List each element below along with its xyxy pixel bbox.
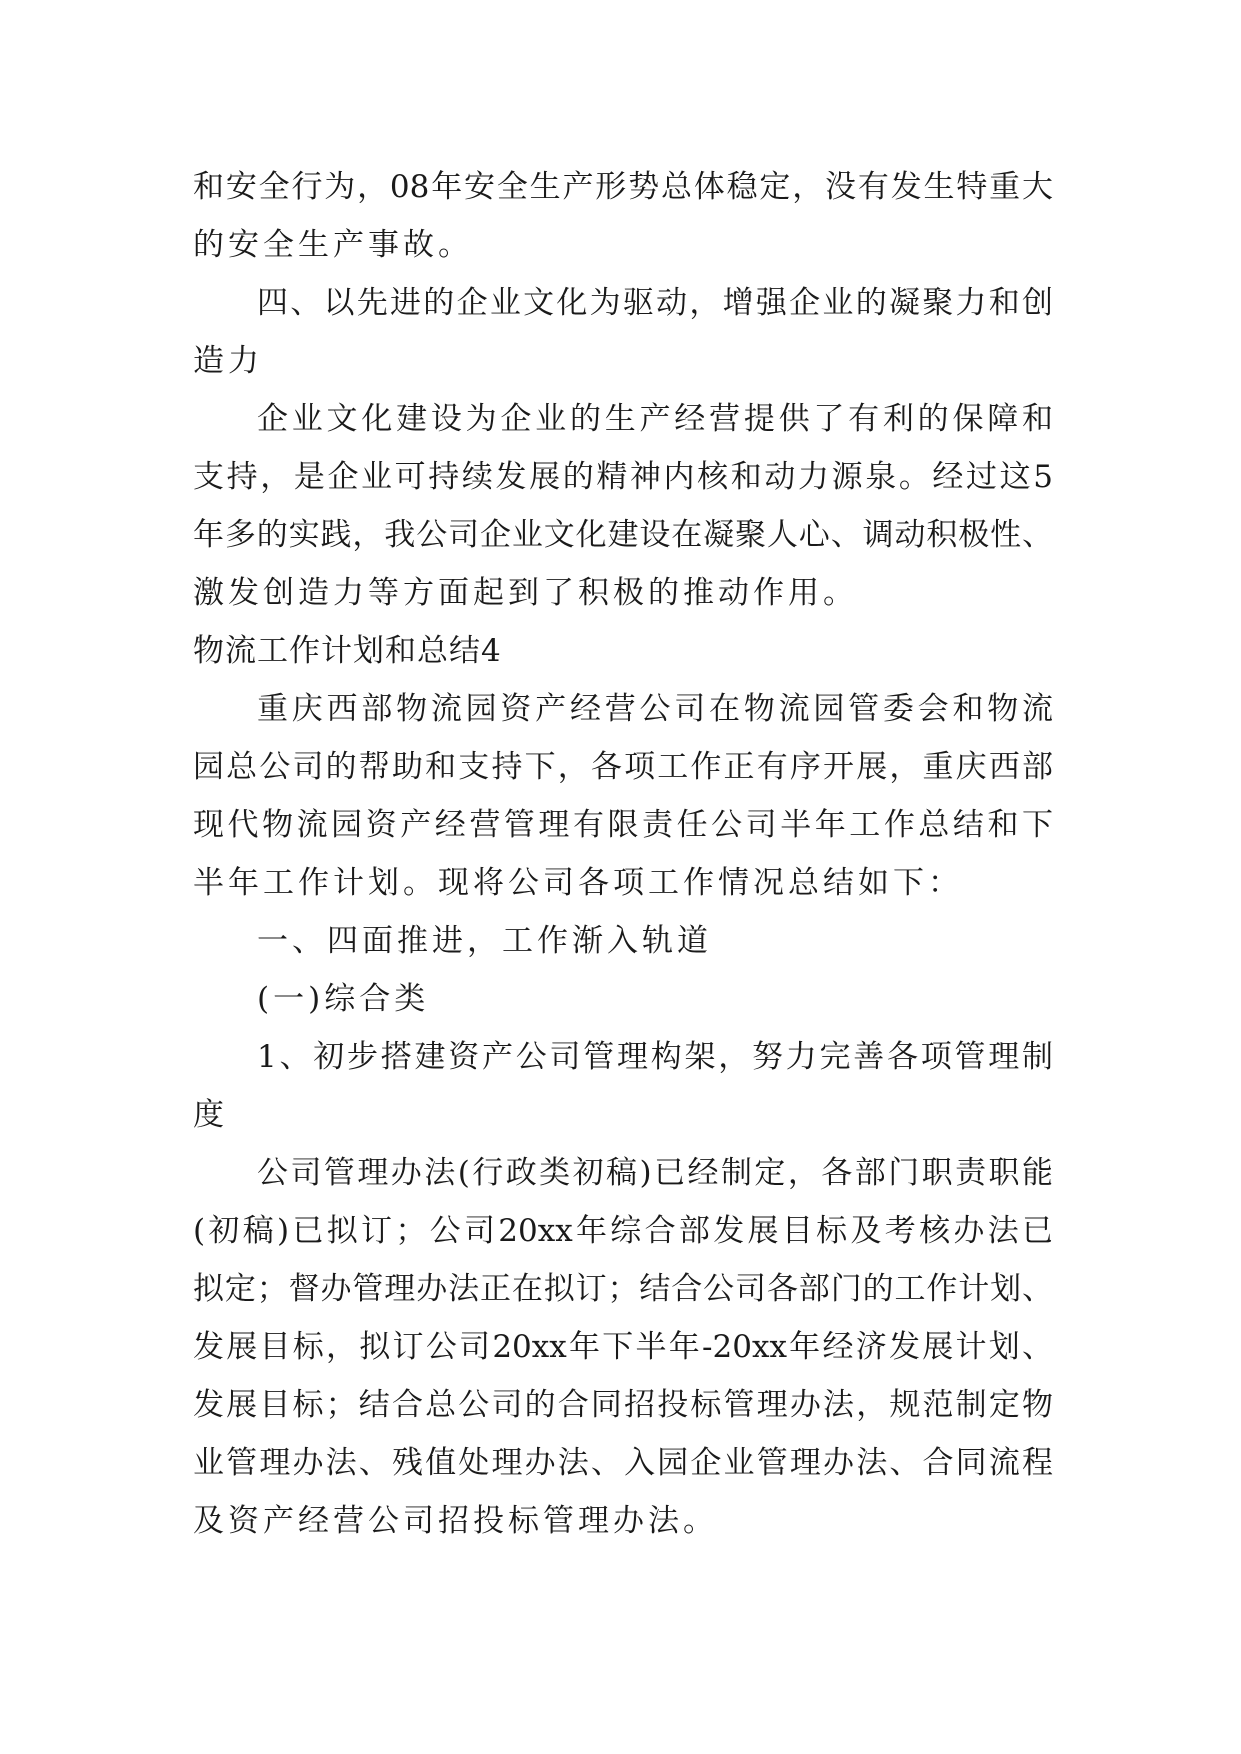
text-line: 发展目标，拟订公司20xx年下半年-20xx年经济发展计划、 xyxy=(193,1329,1053,1365)
text-line: 激发创造力等方面起到了积极的推动作用。 xyxy=(193,575,858,611)
text-line: 业管理办法、残值处理办法、入园企业管理办法、合同流程 xyxy=(193,1445,1053,1481)
text-line: 拟定；督办管理办法正在拟订；结合公司各部门的工作计划、 xyxy=(193,1271,1053,1307)
text-line: 公司管理办法(行政类初稿)已经制定，各部门职责职能 xyxy=(257,1155,1053,1191)
text-line: 发展目标；结合总公司的合同招投标管理办法，规范制定物 xyxy=(193,1387,1053,1423)
item-heading-line: 1、初步搭建资产公司管理构架，努力完善各项管理制 xyxy=(257,1039,1053,1075)
text-line: 支持，是企业可持续发展的精神内核和动力源泉。经过这5 xyxy=(193,459,1053,495)
text-line: 的安全生产事故。 xyxy=(193,227,473,263)
text-line: 企业文化建设为企业的生产经营提供了有利的保障和 xyxy=(257,401,1053,437)
document-title: 物流工作计划和总结4 xyxy=(193,633,502,669)
text-line: 及资产经营公司招投标管理办法。 xyxy=(193,1503,718,1539)
section-heading-line: 一、四面推进，工作渐入轨道 xyxy=(257,923,712,959)
subsection-heading-line: (一)综合类 xyxy=(257,981,430,1017)
text-line: 园总公司的帮助和支持下，各项工作正有序开展，重庆西部 xyxy=(193,749,1053,785)
text-line: 现代物流园资产经营管理有限责任公司半年工作总结和下 xyxy=(193,807,1053,843)
section-heading-line: 四、以先进的企业文化为驱动，增强企业的凝聚力和创 xyxy=(257,285,1053,321)
section-heading-line: 造力 xyxy=(193,343,263,379)
text-line: 年多的实践，我公司企业文化建设在凝聚人心、调动积极性、 xyxy=(193,517,1053,553)
document-body xyxy=(193,158,1053,1550)
item-heading-line: 度 xyxy=(193,1097,228,1133)
text-line: (初稿)已拟订；公司20xx年综合部发展目标及考核办法已 xyxy=(193,1213,1053,1249)
text-line: 和安全行为，08年安全生产形势总体稳定，没有发生特重大 xyxy=(193,169,1053,205)
text-line: 半年工作计划。现将公司各项工作情况总结如下： xyxy=(193,865,963,901)
text-line: 重庆西部物流园资产经营公司在物流园管委会和物流 xyxy=(257,691,1053,727)
